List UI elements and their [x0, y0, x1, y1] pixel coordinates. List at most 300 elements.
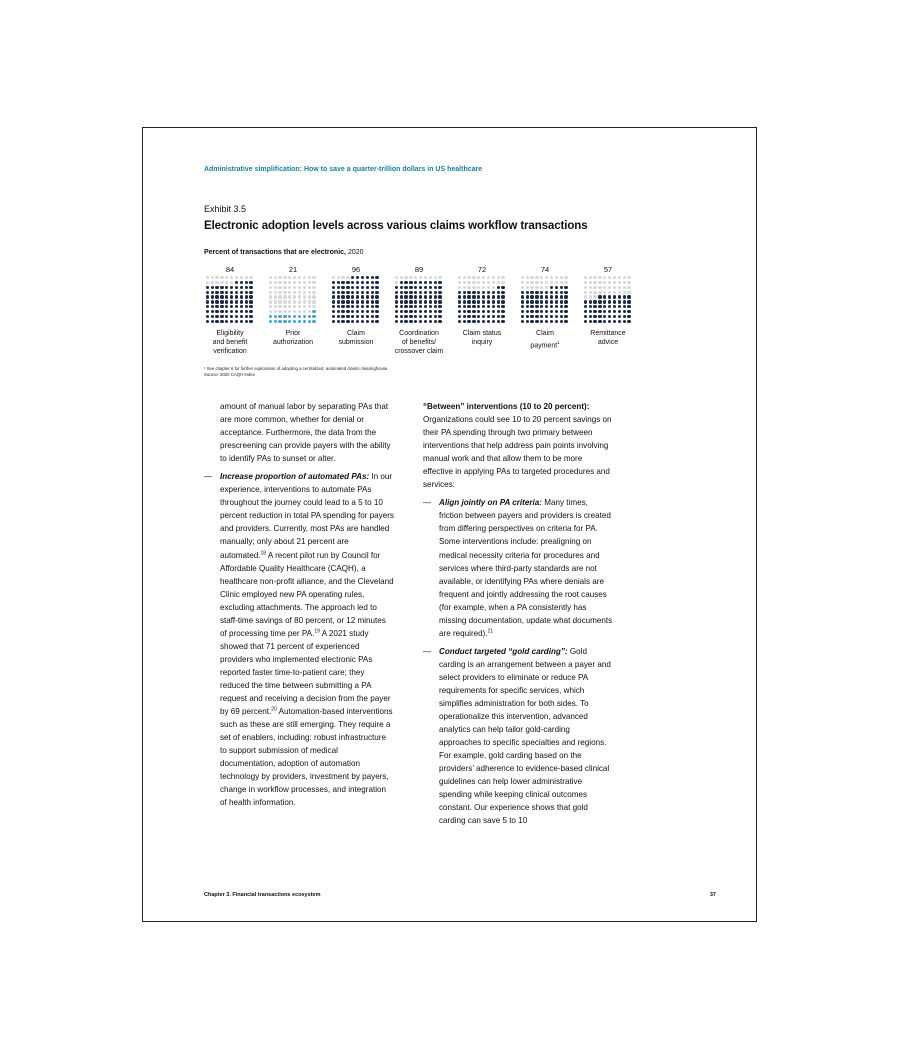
- waffle-column: [519, 264, 571, 350]
- waffle-grid: [395, 276, 444, 325]
- waffle-dot-empty: [298, 286, 301, 289]
- waffle-dot-filled: [526, 315, 529, 318]
- waffle-dot-filled: [375, 291, 378, 294]
- footnote-ref: 21: [487, 628, 494, 635]
- waffle-dot-empty: [458, 286, 461, 289]
- bullet-text: Gold carding is an arrangement between a payer and select providers to eliminate or reduce PA requirements for specific services, which simplifies administration for both sides. To operationalize this intervention, advanced analytics can help tailor gold-carding approaches to specific specialties and regions. For example, gold carding based on the providers’ adherence to evidence-based clinical guidelines can help lower administrative spending while keeping clinical outcomes constant. Our experience shows that gold carding can save 5 to 10: [439, 646, 611, 826]
- waffle-dot-filled: [618, 305, 621, 308]
- waffle-dot-filled: [356, 300, 359, 303]
- waffle-dot-empty: [535, 286, 538, 289]
- waffle-dot-filled: [404, 310, 407, 313]
- waffle-dot-empty: [211, 276, 214, 279]
- waffle-dot-filled: [589, 310, 592, 313]
- waffle-dot-empty: [283, 291, 286, 294]
- waffle-dot-filled: [215, 286, 218, 289]
- waffle-category-label: Coordination of benefits/ crossover claim: [394, 329, 444, 355]
- waffle-dot-filled: [419, 300, 422, 303]
- waffle-dot-filled: [560, 291, 563, 294]
- bullet-text: A 2021 study showed that 71 percent of experienced providers who implemented electronic PAs reported faster time-to-patient care; they reduced the time between submitting a PA request and receiving a decision from the payer by 69 percent.: [220, 628, 391, 717]
- waffle-dot-empty: [312, 295, 315, 298]
- waffle-dot-filled: [521, 291, 524, 294]
- waffle-dot-filled: [356, 295, 359, 298]
- waffle-dot-filled: [215, 300, 218, 303]
- waffle-dot-filled: [545, 320, 548, 323]
- waffle-dot-filled: [593, 320, 596, 323]
- waffle-dot-filled: [245, 281, 248, 284]
- waffle-dot-filled: [593, 305, 596, 308]
- waffle-dot-filled: [240, 300, 243, 303]
- waffle-value-label: 21: [288, 265, 298, 274]
- waffle-dot-empty: [540, 286, 543, 289]
- waffle-dot-filled: [375, 295, 378, 298]
- waffle-dot-filled: [240, 320, 243, 323]
- waffle-dot-filled: [492, 291, 495, 294]
- waffle-dot-empty: [501, 276, 504, 279]
- waffle-dot-empty: [341, 276, 344, 279]
- waffle-dot-filled: [225, 305, 228, 308]
- waffle-dot-empty: [308, 305, 311, 308]
- waffle-dot-filled: [409, 310, 412, 313]
- waffle-dot-filled: [288, 320, 291, 323]
- waffle-dot-filled: [467, 305, 470, 308]
- footnote-1: ¹ See chapter 6 for further exploration of adopting a centralized, automated claims clearinghouse.: [204, 366, 389, 371]
- waffle-dot-filled: [400, 295, 403, 298]
- waffle-dot-empty: [288, 286, 291, 289]
- waffle-dot-filled: [540, 315, 543, 318]
- waffle-category-label: Eligibility and benefit verification: [212, 329, 248, 355]
- waffle-dot-filled: [526, 320, 529, 323]
- waffle-dot-filled: [371, 310, 374, 313]
- waffle-dot-filled: [269, 320, 272, 323]
- waffle-dot-filled: [603, 320, 606, 323]
- waffle-dot-empty: [555, 281, 558, 284]
- waffle-dot-filled: [245, 320, 248, 323]
- waffle-dot-filled: [375, 305, 378, 308]
- waffle-column: [204, 264, 256, 356]
- waffle-dot-filled: [245, 286, 248, 289]
- waffle-dot-filled: [371, 295, 374, 298]
- waffle-dot-filled: [341, 300, 344, 303]
- waffle-value-label: 84: [225, 265, 235, 274]
- waffle-category-label: Claim status inquiry: [462, 329, 502, 346]
- waffle-dot-empty: [535, 281, 538, 284]
- waffle-dot-empty: [240, 276, 243, 279]
- waffle-dot-empty: [623, 286, 626, 289]
- waffle-dot-filled: [274, 315, 277, 318]
- waffle-dot-empty: [298, 310, 301, 313]
- waffle-dot-filled: [235, 291, 238, 294]
- bullet-dash: —: [423, 498, 432, 508]
- waffle-dot-filled: [424, 300, 427, 303]
- waffle-dot-filled: [555, 286, 558, 289]
- waffle-dot-filled: [584, 300, 587, 303]
- waffle-dot-empty: [269, 286, 272, 289]
- waffle-grid: [458, 276, 507, 325]
- waffle-dot-filled: [346, 305, 349, 308]
- waffle-dot-empty: [274, 281, 277, 284]
- waffle-dot-filled: [424, 295, 427, 298]
- waffle-dot-filled: [206, 286, 209, 289]
- waffle-dot-filled: [235, 281, 238, 284]
- waffle-dot-filled: [404, 305, 407, 308]
- waffle-dot-filled: [589, 300, 592, 303]
- waffle-dot-filled: [249, 291, 252, 294]
- bullet-dash: —: [204, 472, 213, 482]
- waffle-dot-filled: [477, 300, 480, 303]
- waffle-dot-empty: [487, 286, 490, 289]
- waffle-dot-empty: [584, 276, 587, 279]
- waffle-dot-filled: [424, 281, 427, 284]
- waffle-dot-filled: [351, 305, 354, 308]
- waffle-dot-empty: [225, 276, 228, 279]
- waffle-dot-empty: [278, 276, 281, 279]
- waffle-dot-empty: [278, 310, 281, 313]
- waffle-dot-filled: [206, 320, 209, 323]
- waffle-dot-filled: [623, 295, 626, 298]
- waffle-dot-filled: [346, 315, 349, 318]
- waffle-dot-filled: [312, 315, 315, 318]
- waffle-dot-filled: [501, 295, 504, 298]
- waffle-dot-empty: [424, 276, 427, 279]
- waffle-dot-empty: [409, 276, 412, 279]
- waffle-dot-filled: [530, 310, 533, 313]
- waffle-dot-empty: [288, 276, 291, 279]
- waffle-dot-filled: [303, 315, 306, 318]
- waffle-dot-filled: [555, 305, 558, 308]
- waffle-dot-filled: [434, 300, 437, 303]
- waffle-dot-filled: [463, 310, 466, 313]
- waffle-dot-empty: [312, 286, 315, 289]
- waffle-dot-filled: [404, 281, 407, 284]
- waffle-dot-empty: [463, 281, 466, 284]
- waffle-dot-empty: [482, 276, 485, 279]
- waffle-dot-filled: [540, 291, 543, 294]
- waffle-dot-filled: [434, 310, 437, 313]
- waffle-dot-filled: [245, 310, 248, 313]
- waffle-dot-empty: [293, 281, 296, 284]
- waffle-dot-filled: [419, 315, 422, 318]
- waffle-dot-filled: [249, 286, 252, 289]
- bullet-text: In our experience, interventions to automate PAs throughout the journey could lead to a 5 to 10 percent reduction in total PA spending for payers and providers. Currently, most PAs are handled manually; only about 21 percent are automated.: [220, 472, 394, 560]
- waffle-dot-empty: [337, 276, 340, 279]
- waffle-dot-filled: [438, 286, 441, 289]
- waffle-dot-empty: [560, 276, 563, 279]
- waffle-dot-empty: [627, 291, 630, 294]
- waffle-dot-filled: [438, 291, 441, 294]
- waffle-dot-filled: [274, 320, 277, 323]
- waffle-dot-filled: [341, 286, 344, 289]
- waffle-dot-empty: [526, 286, 529, 289]
- waffle-dot-filled: [400, 310, 403, 313]
- waffle-dot-empty: [308, 286, 311, 289]
- waffle-dot-filled: [535, 300, 538, 303]
- waffle-dot-filled: [400, 281, 403, 284]
- waffle-dot-filled: [215, 305, 218, 308]
- waffle-dot-filled: [540, 320, 543, 323]
- waffle-dot-filled: [501, 300, 504, 303]
- waffle-dot-filled: [627, 295, 630, 298]
- waffle-dot-empty: [472, 281, 475, 284]
- waffle-dot-empty: [288, 305, 291, 308]
- waffle-dot-filled: [424, 315, 427, 318]
- waffle-dot-empty: [269, 300, 272, 303]
- waffle-category-label: Prior authorization: [272, 329, 314, 346]
- waffle-dot-filled: [618, 320, 621, 323]
- waffle-dot-filled: [414, 295, 417, 298]
- waffle-dot-empty: [477, 276, 480, 279]
- waffle-dot-filled: [608, 320, 611, 323]
- document-page: [142, 127, 757, 922]
- waffle-grid: [269, 276, 318, 325]
- waffle-dot-empty: [269, 295, 272, 298]
- waffle-dot-filled: [346, 295, 349, 298]
- waffle-dot-empty: [618, 291, 621, 294]
- waffle-dot-filled: [429, 315, 432, 318]
- waffle-dot-empty: [618, 281, 621, 284]
- waffle-dot-filled: [312, 320, 315, 323]
- waffle-dot-filled: [225, 320, 228, 323]
- waffle-dot-empty: [312, 291, 315, 294]
- waffle-dot-filled: [564, 291, 567, 294]
- waffle-dot-filled: [603, 315, 606, 318]
- waffle-dot-filled: [564, 300, 567, 303]
- waffle-dot-filled: [429, 320, 432, 323]
- waffle-dot-filled: [230, 310, 233, 313]
- waffle-dot-filled: [346, 320, 349, 323]
- waffle-dot-filled: [366, 320, 369, 323]
- waffle-dot-empty: [278, 295, 281, 298]
- waffle-dot-filled: [235, 320, 238, 323]
- waffle-dot-empty: [278, 286, 281, 289]
- waffle-dot-filled: [419, 295, 422, 298]
- waffle-column: [267, 264, 319, 347]
- waffle-dot-empty: [298, 276, 301, 279]
- waffle-dot-filled: [366, 300, 369, 303]
- waffle-dot-filled: [472, 295, 475, 298]
- waffle-dot-filled: [598, 320, 601, 323]
- waffle-dot-filled: [458, 305, 461, 308]
- waffle-grid: [521, 276, 570, 325]
- waffle-dot-filled: [438, 295, 441, 298]
- waffle-dot-filled: [608, 315, 611, 318]
- waffle-dot-empty: [560, 281, 563, 284]
- waffle-category-label: Claim submission: [338, 329, 374, 346]
- waffle-dot-filled: [400, 315, 403, 318]
- waffle-dot-filled: [215, 310, 218, 313]
- waffle-dot-empty: [589, 276, 592, 279]
- waffle-dot-filled: [482, 300, 485, 303]
- waffle-dot-filled: [371, 315, 374, 318]
- waffle-dot-filled: [472, 315, 475, 318]
- waffle-dot-filled: [618, 295, 621, 298]
- waffle-dot-filled: [419, 305, 422, 308]
- waffle-dot-filled: [220, 310, 223, 313]
- waffle-dot-filled: [526, 291, 529, 294]
- waffle-dot-filled: [429, 295, 432, 298]
- waffle-dot-filled: [303, 320, 306, 323]
- waffle-dot-empty: [215, 281, 218, 284]
- waffle-dot-filled: [560, 305, 563, 308]
- waffle-dot-filled: [560, 295, 563, 298]
- waffle-dot-filled: [366, 305, 369, 308]
- waffle-dot-empty: [211, 281, 214, 284]
- waffle-dot-empty: [535, 276, 538, 279]
- waffle-dot-filled: [530, 320, 533, 323]
- waffle-dot-filled: [225, 291, 228, 294]
- waffle-dot-empty: [274, 300, 277, 303]
- waffle-dot-filled: [438, 305, 441, 308]
- waffle-dot-filled: [613, 295, 616, 298]
- waffle-dot-empty: [593, 281, 596, 284]
- waffle-dot-filled: [230, 305, 233, 308]
- waffle-dot-filled: [492, 320, 495, 323]
- footer-chapter: Chapter 3. Financial transactions ecosystem: [204, 892, 321, 898]
- exhibit-number: Exhibit 3.5: [204, 204, 247, 214]
- waffle-dot-empty: [589, 286, 592, 289]
- waffle-dot-filled: [283, 315, 286, 318]
- waffle-dot-empty: [303, 295, 306, 298]
- waffle-dot-empty: [477, 286, 480, 289]
- waffle-dot-filled: [501, 320, 504, 323]
- waffle-dot-filled: [535, 295, 538, 298]
- waffle-dot-filled: [458, 291, 461, 294]
- waffle-dot-filled: [589, 315, 592, 318]
- waffle-dot-empty: [492, 286, 495, 289]
- waffle-dot-filled: [589, 320, 592, 323]
- waffle-dot-filled: [293, 315, 296, 318]
- waffle-dot-empty: [283, 281, 286, 284]
- exhibit-title: Electronic adoption levels across various claims workflow transactions: [204, 220, 588, 232]
- waffle-dot-empty: [555, 276, 558, 279]
- waffle-dot-filled: [555, 310, 558, 313]
- waffle-dot-filled: [584, 315, 587, 318]
- waffle-dot-empty: [530, 276, 533, 279]
- waffle-dot-filled: [337, 295, 340, 298]
- waffle-dot-filled: [337, 320, 340, 323]
- waffle-dot-empty: [463, 276, 466, 279]
- waffle-dot-filled: [550, 295, 553, 298]
- waffle-dot-empty: [274, 286, 277, 289]
- waffle-value-label: 89: [414, 265, 424, 274]
- waffle-dot-filled: [526, 310, 529, 313]
- waffle-dot-filled: [477, 320, 480, 323]
- waffle-dot-filled: [434, 320, 437, 323]
- waffle-dot-filled: [414, 305, 417, 308]
- waffle-dot-filled: [555, 295, 558, 298]
- waffle-dot-filled: [404, 320, 407, 323]
- waffle-dot-empty: [521, 276, 524, 279]
- chart-subtitle: [204, 249, 364, 256]
- waffle-dot-filled: [240, 291, 243, 294]
- waffle-dot-empty: [215, 276, 218, 279]
- waffle-dot-filled: [240, 286, 243, 289]
- waffle-dot-empty: [589, 281, 592, 284]
- waffle-dot-filled: [409, 286, 412, 289]
- waffle-dot-empty: [584, 286, 587, 289]
- waffle-dot-filled: [249, 310, 252, 313]
- paragraph-continuation: amount of manual labor by separating PAs that are more common, whether for denial or acceptance. Furthermore, the data from the prescreening can provide payers with the ability to identify PAs to sunset or alter.: [220, 402, 391, 464]
- waffle-dot-filled: [603, 295, 606, 298]
- waffle-dot-empty: [278, 281, 281, 284]
- waffle-dot-filled: [404, 291, 407, 294]
- waffle-dot-empty: [269, 305, 272, 308]
- waffle-dot-empty: [395, 281, 398, 284]
- waffle-dot-empty: [303, 310, 306, 313]
- waffle-dot-empty: [298, 295, 301, 298]
- waffle-dot-filled: [211, 300, 214, 303]
- waffle-dot-empty: [603, 286, 606, 289]
- waffle-dot-filled: [400, 291, 403, 294]
- bullet-heading: Align jointly on PA criteria:: [439, 498, 542, 508]
- waffle-dot-filled: [220, 291, 223, 294]
- waffle-dot-filled: [555, 291, 558, 294]
- waffle-dot-empty: [269, 291, 272, 294]
- waffle-dot-filled: [550, 291, 553, 294]
- waffle-dot-filled: [477, 295, 480, 298]
- waffle-column: [582, 264, 634, 347]
- waffle-dot-filled: [346, 310, 349, 313]
- waffle-dot-filled: [414, 291, 417, 294]
- waffle-dot-filled: [409, 281, 412, 284]
- waffle-column: [393, 264, 445, 356]
- paragraph-text: Organizations could see 10 to 20 percent savings on their PA spending through two primary between interventions that help address pain points involving manual work and that allow them to be more effective in applying PAs to targeted procedures and services:: [423, 415, 612, 490]
- waffle-dot-filled: [298, 315, 301, 318]
- waffle-dot-filled: [463, 305, 466, 308]
- bullet-automated-pas: [204, 470, 394, 809]
- waffle-dot-filled: [467, 320, 470, 323]
- waffle-dot-empty: [274, 276, 277, 279]
- waffle-dot-filled: [482, 291, 485, 294]
- waffle-dot-filled: [361, 310, 364, 313]
- waffle-dot-filled: [240, 315, 243, 318]
- waffle-dot-empty: [419, 276, 422, 279]
- waffle-dot-filled: [482, 320, 485, 323]
- waffle-dot-filled: [497, 305, 500, 308]
- waffle-dot-filled: [366, 295, 369, 298]
- waffle-dot-empty: [623, 276, 626, 279]
- waffle-dot-filled: [492, 310, 495, 313]
- waffle-dot-filled: [206, 315, 209, 318]
- waffle-dot-filled: [429, 305, 432, 308]
- waffle-dot-empty: [303, 300, 306, 303]
- waffle-dot-filled: [424, 305, 427, 308]
- waffle-dot-filled: [245, 315, 248, 318]
- waffle-dot-empty: [346, 276, 349, 279]
- waffle-dot-filled: [235, 300, 238, 303]
- waffle-dot-filled: [400, 300, 403, 303]
- waffle-dot-filled: [414, 286, 417, 289]
- waffle-dot-filled: [419, 291, 422, 294]
- waffle-dot-empty: [308, 300, 311, 303]
- waffle-dot-filled: [278, 315, 281, 318]
- waffle-dot-filled: [613, 300, 616, 303]
- waffle-dot-filled: [332, 310, 335, 313]
- waffle-dot-empty: [269, 281, 272, 284]
- waffle-dot-filled: [366, 315, 369, 318]
- waffle-dot-filled: [375, 320, 378, 323]
- waffle-dot-empty: [593, 291, 596, 294]
- waffle-dot-filled: [501, 291, 504, 294]
- waffle-dot-empty: [308, 291, 311, 294]
- waffle-dot-filled: [371, 305, 374, 308]
- waffle-dot-empty: [501, 281, 504, 284]
- body-column-left: [204, 400, 394, 809]
- waffle-dot-filled: [472, 305, 475, 308]
- waffle-dot-filled: [375, 315, 378, 318]
- waffle-dot-filled: [545, 291, 548, 294]
- waffle-dot-filled: [341, 305, 344, 308]
- waffle-dot-filled: [593, 310, 596, 313]
